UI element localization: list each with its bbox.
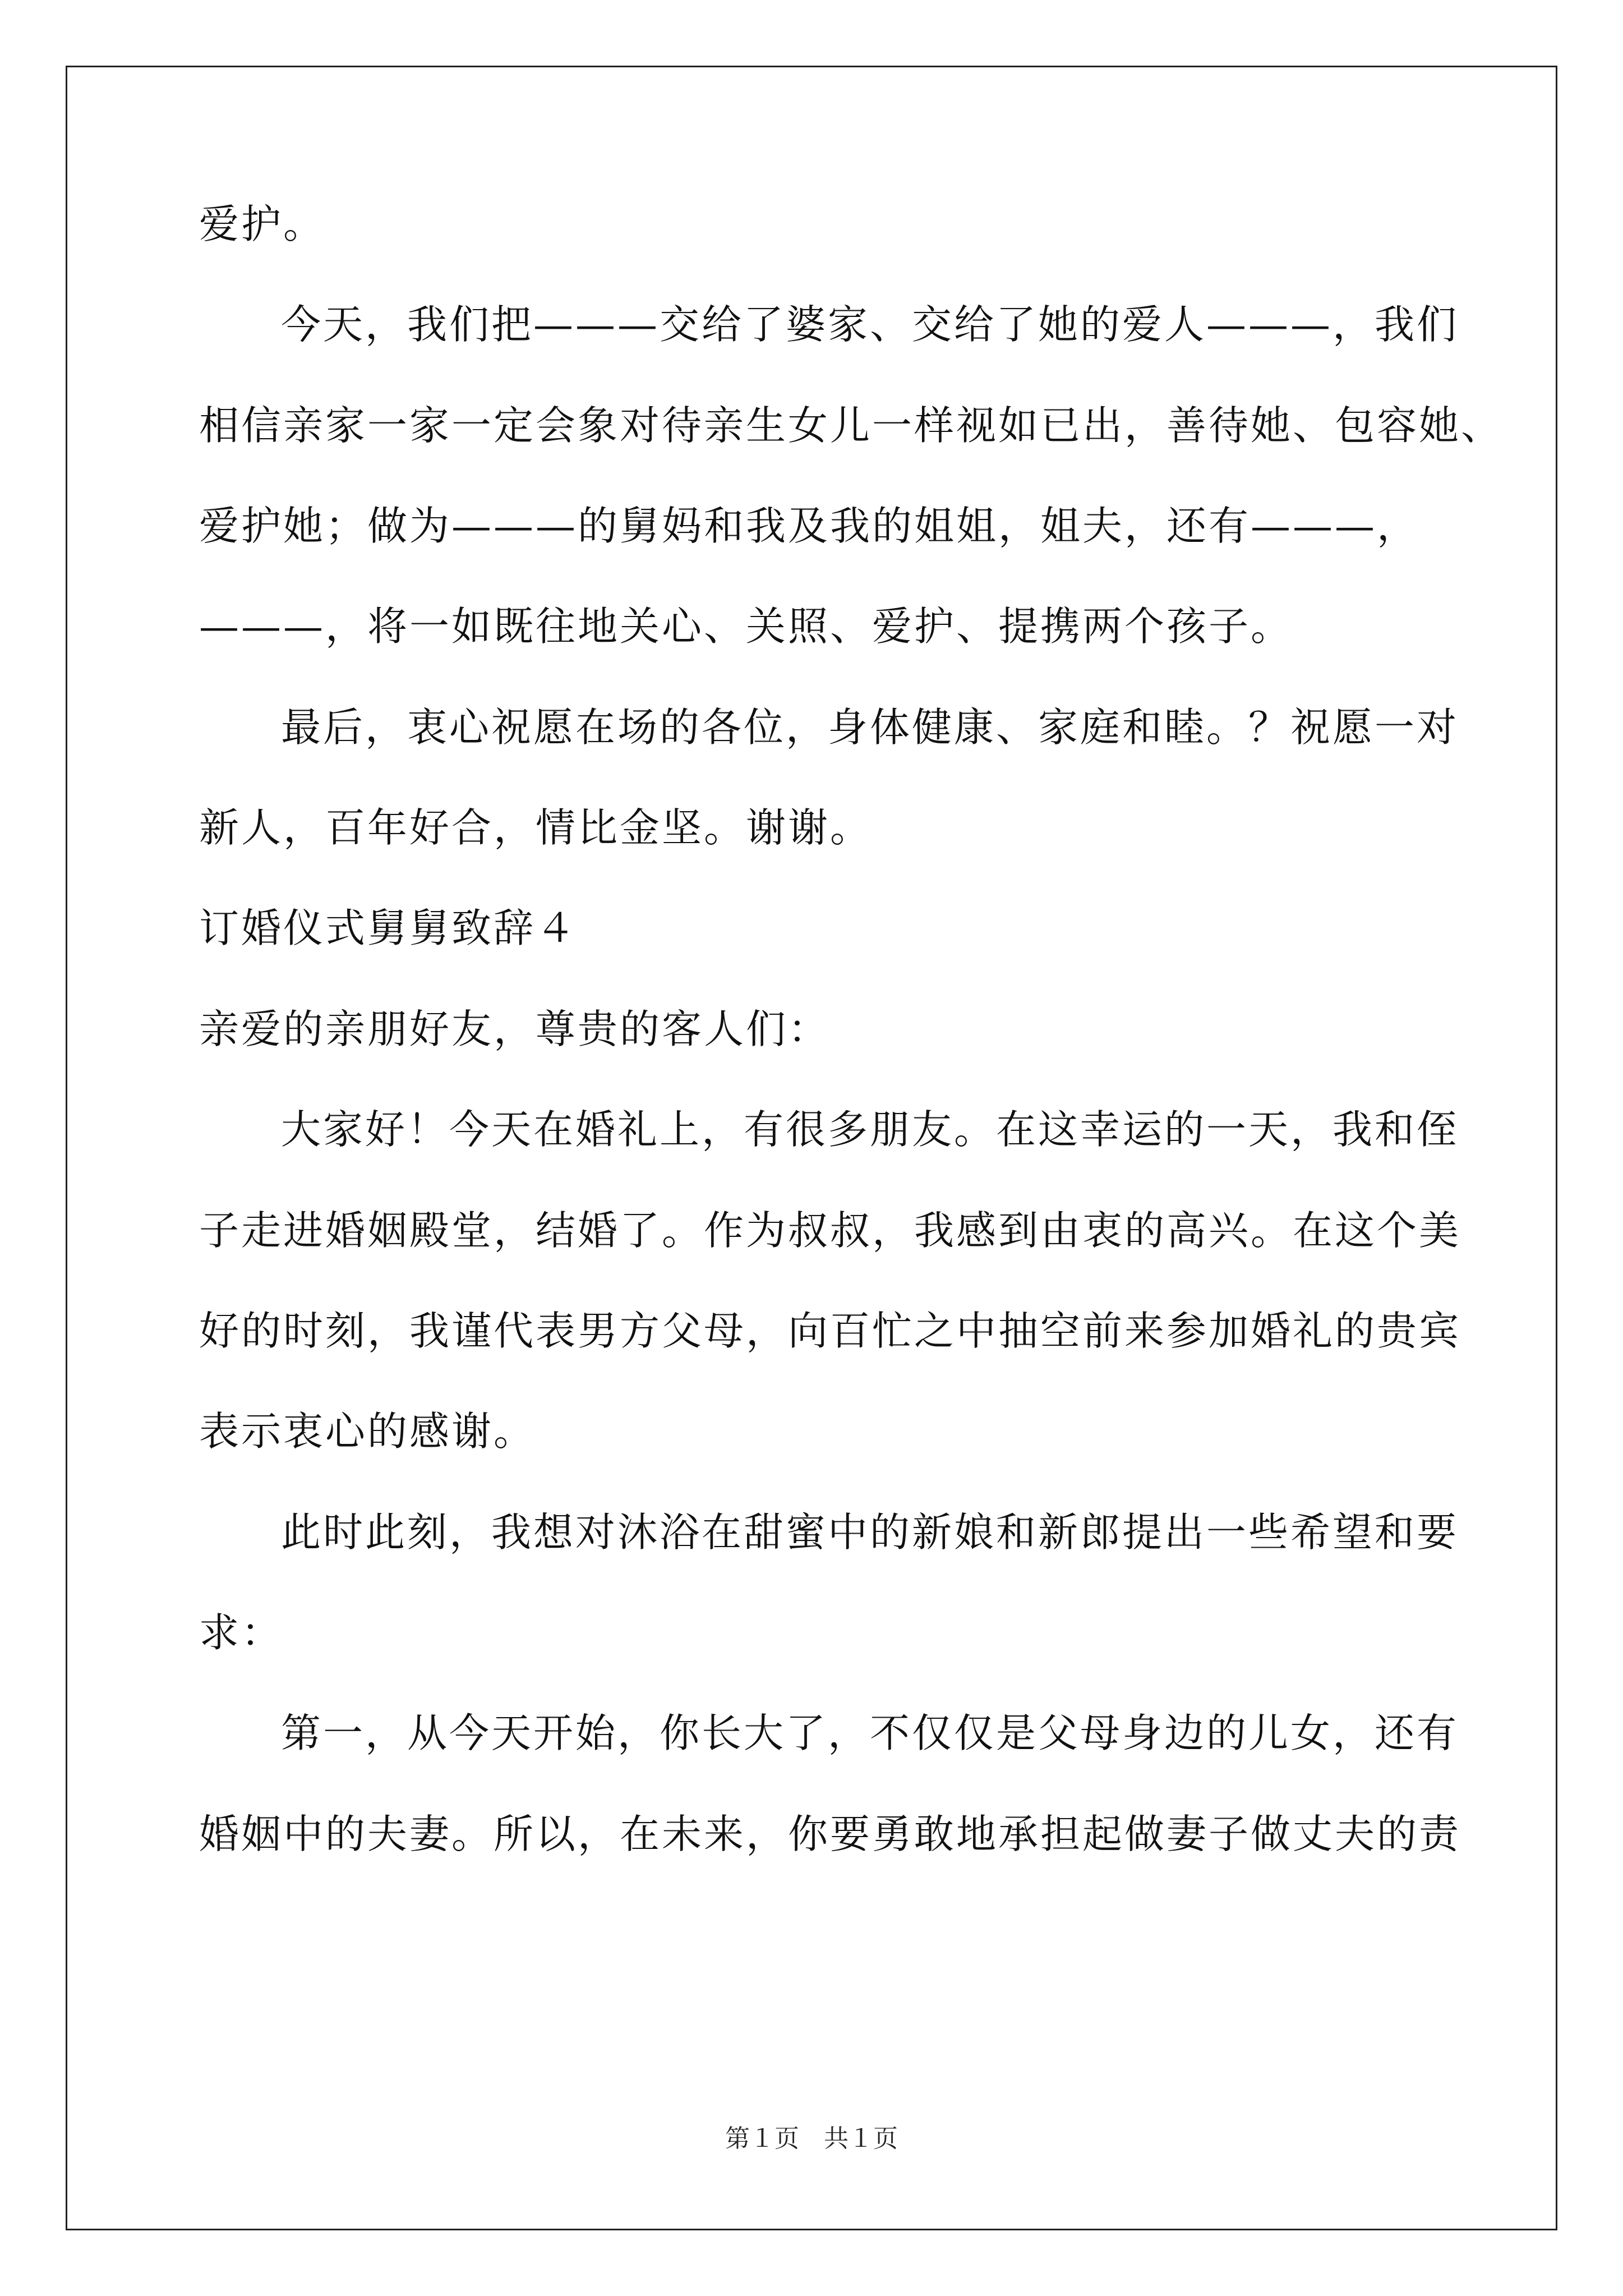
paragraph-line: 爱护她；做为———的舅妈和我及我的姐姐，姐夫，还有———，	[199, 503, 1419, 549]
paragraph-line: 第一，从今天开始，你长大了，不仅仅是父母身边的儿女，还有	[281, 1710, 1459, 1756]
paragraph-line: 求：	[199, 1609, 284, 1656]
paragraph-line: 婚姻中的夫妻。所以，在未来，你要勇敢地承担起做妻子做丈夫的责	[199, 1811, 1461, 1857]
paragraph-line: 好的时刻，我谨代表男方父母，向百忙之中抽空前来参加婚礼的贵宾	[199, 1308, 1461, 1354]
page-footer	[0, 2123, 1623, 2155]
paragraph-line: 大家好！今天在婚礼上，有很多朋友。在这幸运的一天，我和侄	[281, 1106, 1459, 1153]
paragraph-line: 最后，衷心祝愿在场的各位，身体健康、家庭和睦。？祝愿一对	[281, 704, 1459, 751]
paragraph-line: 今天，我们把———交给了婆家、交给了她的爱人———，我们	[281, 301, 1459, 348]
paragraph-line: 此时此刻，我想对沐浴在甜蜜中的新娘和新郎提出一些希望和要	[281, 1509, 1459, 1556]
paragraph-line: 表示衷心的感谢。	[199, 1408, 536, 1455]
page-number-total: 共１页	[824, 2124, 898, 2153]
salutation-line: 亲爱的亲朋好友，尊贵的客人们：	[199, 1006, 831, 1052]
section-heading: 订婚仪式舅舅致辞４	[199, 905, 578, 951]
paragraph-line: 新人，百年好合，情比金坚。谢谢。	[199, 804, 873, 851]
paragraph-line: 相信亲家一家一定会象对待亲生女儿一样视如已出，善待她、包容她、	[199, 402, 1504, 449]
paragraph-line: 子走进婚姻殿堂，结婚了。作为叔叔，我感到由衷的高兴。在这个美	[199, 1207, 1461, 1254]
page-number-current: 第１页	[725, 2124, 799, 2153]
paragraph-line: ———，将一如既往地关心、关照、爱护、提携两个孩子。	[199, 603, 1293, 650]
paragraph-line: 爱护。	[199, 201, 326, 247]
